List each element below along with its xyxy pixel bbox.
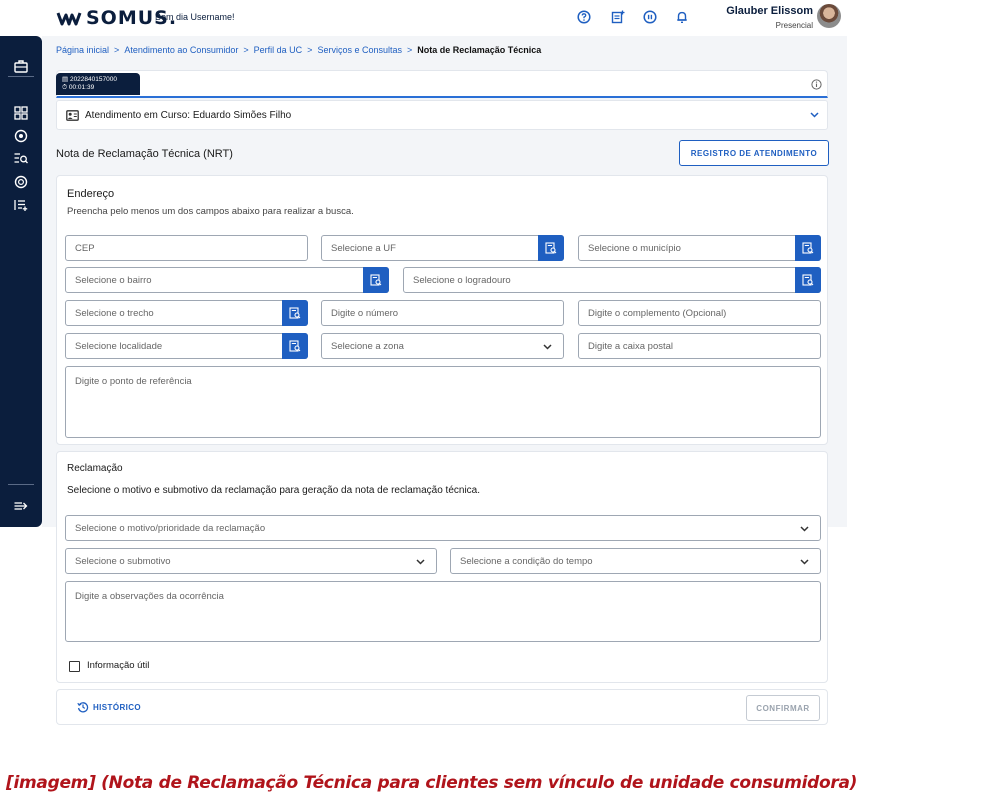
- logo-text: SOMUS.: [86, 7, 178, 29]
- cep-input[interactable]: [65, 235, 308, 261]
- notes-add-icon[interactable]: [611, 10, 625, 24]
- endereco-title: Endereço: [67, 188, 115, 200]
- eye-icon[interactable]: [13, 128, 29, 144]
- chevron-down-icon: [543, 344, 552, 350]
- info-icon[interactable]: [811, 79, 822, 90]
- bairro-select[interactable]: [65, 267, 389, 293]
- condicao-tempo-placeholder: Selecione a condição do tempo: [460, 555, 593, 567]
- money-circle-icon[interactable]: [13, 174, 29, 190]
- page-title: Nota de Reclamação Técnica (NRT): [56, 148, 233, 160]
- breadcrumb-separator: >: [114, 45, 120, 55]
- chevron-down-icon: [416, 559, 425, 565]
- briefcase-icon[interactable]: [13, 58, 29, 74]
- ponto-referencia-textarea[interactable]: [65, 366, 821, 438]
- trecho-lookup-button[interactable]: [282, 300, 308, 326]
- reclamacao-title: Reclamação: [67, 463, 123, 474]
- list-search-icon: [370, 274, 382, 286]
- informacao-util-label: Informação útil: [87, 660, 150, 671]
- logradouro-lookup-button[interactable]: [795, 267, 821, 293]
- uf-placeholder: Selecione a UF: [331, 242, 396, 254]
- endereco-subtitle: Preencha pelo menos um dos campos abaixo para realizar a busca.: [67, 206, 354, 217]
- cep-placeholder: CEP: [75, 242, 95, 254]
- municipio-lookup-button[interactable]: [795, 235, 821, 261]
- search-list-icon[interactable]: [13, 150, 29, 166]
- bell-icon[interactable]: [675, 10, 689, 24]
- condicao-tempo-select[interactable]: [450, 548, 821, 574]
- id-card-icon: [66, 110, 79, 121]
- municipio-placeholder: Selecione o município: [588, 242, 681, 254]
- session-tab-strip: [56, 70, 828, 98]
- localidade-placeholder: Selecione localidade: [75, 340, 163, 352]
- action-footer: [56, 689, 828, 725]
- breadcrumb-servicos[interactable]: Serviços e Consultas: [317, 45, 402, 55]
- historico-label: HISTÓRICO: [93, 702, 142, 712]
- confirmar-button[interactable]: CONFIRMAR: [746, 695, 820, 721]
- zona-select[interactable]: [321, 333, 564, 359]
- complemento-input[interactable]: [578, 300, 821, 326]
- observacoes-placeholder: Digite a observações da ocorrência: [75, 591, 224, 602]
- dashboard-grid-icon[interactable]: [13, 105, 29, 121]
- breadcrumb-home[interactable]: Página inicial: [56, 45, 110, 55]
- motivo-select[interactable]: [65, 515, 821, 541]
- chevron-down-icon: [800, 559, 809, 565]
- avatar[interactable]: [817, 4, 841, 28]
- chevron-down-icon: [800, 526, 809, 532]
- history-icon: [77, 701, 89, 713]
- session-tab[interactable]: [56, 73, 140, 95]
- logradouro-placeholder: Selecione o logradouro: [413, 274, 511, 286]
- atendimento-card[interactable]: [56, 100, 828, 130]
- sidebar: [0, 36, 42, 527]
- list-search-icon: [289, 307, 301, 319]
- trecho-placeholder: Selecione o trecho: [75, 307, 154, 319]
- breadcrumb: [56, 45, 541, 55]
- session-timer: ⏱ 00:01:39: [62, 84, 95, 91]
- complemento-placeholder: Digite o complemento (Opcional): [588, 307, 727, 319]
- chevron-down-icon[interactable]: [810, 112, 819, 118]
- sidebar-divider: [8, 76, 34, 77]
- observacoes-textarea[interactable]: [65, 581, 821, 642]
- bairro-lookup-button[interactable]: [363, 267, 389, 293]
- numero-input[interactable]: [321, 300, 564, 326]
- uf-select[interactable]: [321, 235, 564, 261]
- localidade-select[interactable]: [65, 333, 308, 359]
- reclamacao-panel: [56, 451, 828, 683]
- reclamacao-subtitle: Selecione o motivo e submotivo da reclamação para geração da nota de reclamação técnica.: [67, 485, 481, 496]
- collapse-arrow-icon[interactable]: [13, 498, 29, 514]
- caixa-postal-placeholder: Digite a caixa postal: [588, 340, 674, 352]
- user-name: Glauber Elissom: [726, 5, 813, 17]
- endereco-panel: [56, 175, 828, 445]
- list-search-icon: [802, 242, 814, 254]
- top-bar: [0, 0, 989, 36]
- motivo-placeholder: Selecione o motivo/prioridade da reclamação: [75, 522, 266, 534]
- uf-lookup-button[interactable]: [538, 235, 564, 261]
- numero-placeholder: Digite o número: [331, 307, 399, 319]
- registro-atendimento-button[interactable]: REGISTRO DE ATENDIMENTO: [679, 140, 829, 166]
- bairro-placeholder: Selecione o bairro: [75, 274, 152, 286]
- user-mode: Presencial: [775, 21, 813, 30]
- breadcrumb-atendimento[interactable]: Atendimento ao Consumidor: [124, 45, 239, 55]
- image-caption: [imagem] (Nota de Reclamação Técnica para clientes sem vínculo de unidade consumidora): [6, 773, 858, 793]
- protocol-number: ▤ 2022840157000: [62, 76, 117, 83]
- breadcrumb-separator: >: [243, 45, 249, 55]
- logradouro-select[interactable]: [403, 267, 821, 293]
- list-search-icon: [802, 274, 814, 286]
- pause-circle-icon[interactable]: [643, 10, 657, 24]
- trecho-select[interactable]: [65, 300, 308, 326]
- submotivo-select[interactable]: [65, 548, 437, 574]
- list-search-icon: [545, 242, 557, 254]
- sidebar-divider: [8, 484, 34, 485]
- breadcrumb-current: Nota de Reclamação Técnica: [417, 45, 542, 55]
- zona-placeholder: Selecione a zona: [331, 340, 404, 352]
- breadcrumb-perfil-uc[interactable]: Perfil da UC: [253, 45, 303, 55]
- list-search-icon: [289, 340, 301, 352]
- breadcrumb-separator: >: [406, 45, 413, 55]
- informacao-util-checkbox[interactable]: [69, 661, 80, 672]
- breadcrumb-separator: >: [307, 45, 313, 55]
- help-circle-icon[interactable]: [577, 10, 591, 24]
- caixa-postal-input[interactable]: [578, 333, 821, 359]
- submotivo-placeholder: Selecione o submotivo: [75, 555, 171, 567]
- localidade-lookup-button[interactable]: [282, 333, 308, 359]
- ponto-referencia-placeholder: Digite o ponto de referência: [75, 376, 192, 387]
- historico-button[interactable]: [77, 701, 141, 713]
- list-plus-icon[interactable]: [13, 197, 29, 213]
- somus-logo-mark-icon: [56, 9, 82, 27]
- greeting-text: Bom dia Username!: [155, 12, 235, 22]
- municipio-select[interactable]: [578, 235, 821, 261]
- atendimento-label: Atendimento em Curso: Eduardo Simões Filho: [85, 110, 292, 121]
